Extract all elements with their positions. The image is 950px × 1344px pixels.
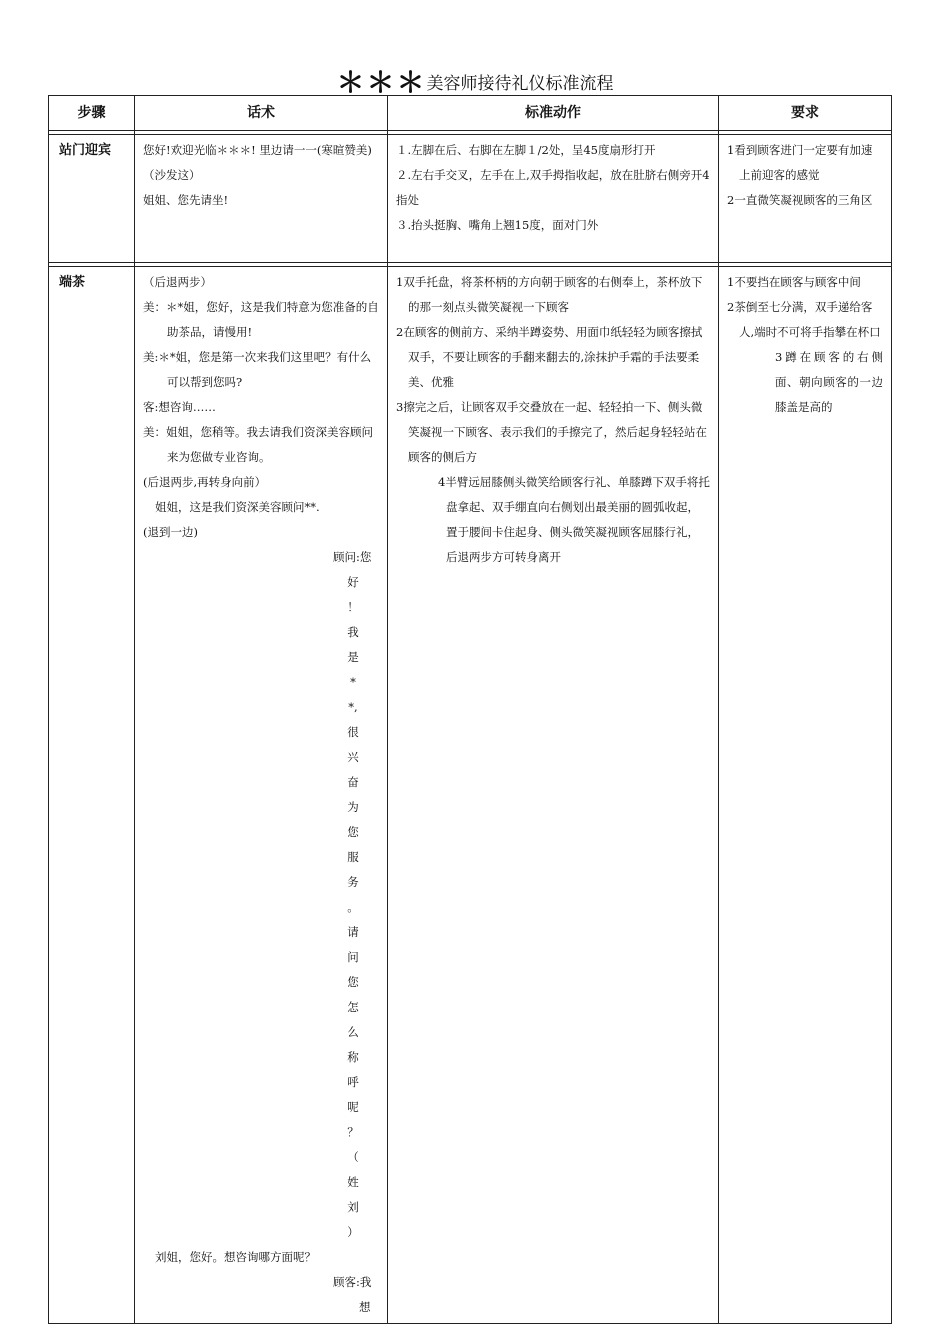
speech-line: 顾客:我 (333, 1275, 372, 1289)
speech-line: 姐姐，这是我们资深美容顾问**. (155, 500, 320, 514)
requirement-line: 1看到顾客进门一定要有加速上前迎客的感觉 (727, 143, 873, 182)
speech-line: (退到一边) (143, 525, 198, 539)
action-line: ３.抬头挺胸、嘴角上翘15度，面对门外 (396, 218, 599, 232)
step-label: 端茶 (59, 275, 86, 290)
speech-vertical-text: 好 ！ 我 是 * *, 很 兴 奋 为 您 服 务 。 请 问 您 怎 么 称 呼 呢 ？ （ 姓 刘 ） (347, 575, 359, 1239)
requirement-cell (719, 135, 892, 263)
step-cell (49, 135, 135, 263)
header-action: 标准动作 (388, 96, 719, 131)
action-line: 3擦完之后，让顾客双手交叠放在一起、轻轻拍一下、侧头微笑凝视一下顾客、表示我们的手擦完了，然后起身轻轻站在顾客的侧后方 (396, 400, 707, 464)
speech-line: 想 (359, 1300, 371, 1314)
speech-line: 顾问:您 (333, 550, 372, 564)
action-line: 1双手托盘，将茶杯柄的方向朝于顾客的右侧奉上，茶杯放下的那一刻点头微笑凝视一下顾客 (396, 275, 703, 314)
speech-line: 美:＊*姐，您是第一次来我们这里吧？有什么可以帮到您吗? (143, 350, 372, 389)
speech-line: (后退两步,再转身向前） (143, 475, 267, 489)
header-speech: 话术 (135, 96, 388, 131)
step-cell (49, 267, 135, 1324)
action-line: ２.左右手交叉，左手在上,双手拇指收起，放在肚脐右侧旁开4指处 (396, 168, 710, 207)
requirement-cell (719, 267, 892, 1324)
document-title (0, 66, 950, 99)
action-line: 2在顾客的侧前方、采纳半蹲姿势、用面巾纸轻轻为顾客擦拭双手，不要让顾客的手翻来翻去的,涂抹护手霜的手法要柔美、优雅 (396, 325, 703, 389)
header-step: 步骤 (49, 96, 135, 131)
title-text: 美容师接待礼仪标准流程 (426, 74, 614, 94)
speech-line: 客:想咨询…… (143, 400, 216, 414)
action-line: 4半臂远屈膝侧头微笑给顾客行礼、单膝蹲下双手将托盘拿起、双手绷直向右侧划出最美丽的圆弧收起，置于腰间卡住起身、侧头微笑凝视顾客屈膝行礼，后退两步方可转身离开 (438, 475, 710, 564)
speech-line: 您好!欢迎光临＊＊＊! 里边请一一(寒暄赞美) (143, 143, 372, 157)
step-label: 站门迎宾 (59, 143, 112, 158)
procedure-table (48, 95, 892, 1324)
speech-line: 姐姐、您先请坐! (143, 193, 229, 207)
action-cell (388, 267, 719, 1324)
requirement-line: 1不要挡在顾客与顾客中间 (727, 275, 861, 289)
speech-line: 美：姐姐，您稍等。我去请我们资深美容顾问来为您做专业咨询。 (143, 425, 373, 464)
speech-cell (135, 135, 388, 263)
speech-line: 刘姐，您好。想咨询哪方面呢？ (155, 1250, 316, 1264)
title-stars: ＊＊＊ (336, 66, 427, 99)
action-cell (388, 135, 719, 263)
header-requirement: 要求 (719, 96, 892, 131)
requirement-line: 3蹲在顾客的右侧面、朝向顾客的一边膝盖是高的 (775, 350, 883, 414)
table-row (49, 135, 892, 263)
speech-cell (135, 267, 388, 1324)
table-row (49, 267, 892, 1324)
speech-line: （后退两步） (143, 275, 212, 289)
header-row (49, 96, 892, 131)
requirement-line: 2一直微笑凝视顾客的三角区 (727, 193, 873, 207)
speech-line: 美：＊*姐，您好，这是我们特意为您准备的自助茶品，请慢用! (143, 300, 379, 339)
speech-line: （沙发这） (143, 168, 201, 182)
requirement-line: 2茶倒至七分满，双手递给客人,端时不可将手指攀在杯口 (727, 300, 881, 339)
action-line: １.左脚在后、右脚在左脚１/2处，呈45度扇形打开 (396, 143, 656, 157)
